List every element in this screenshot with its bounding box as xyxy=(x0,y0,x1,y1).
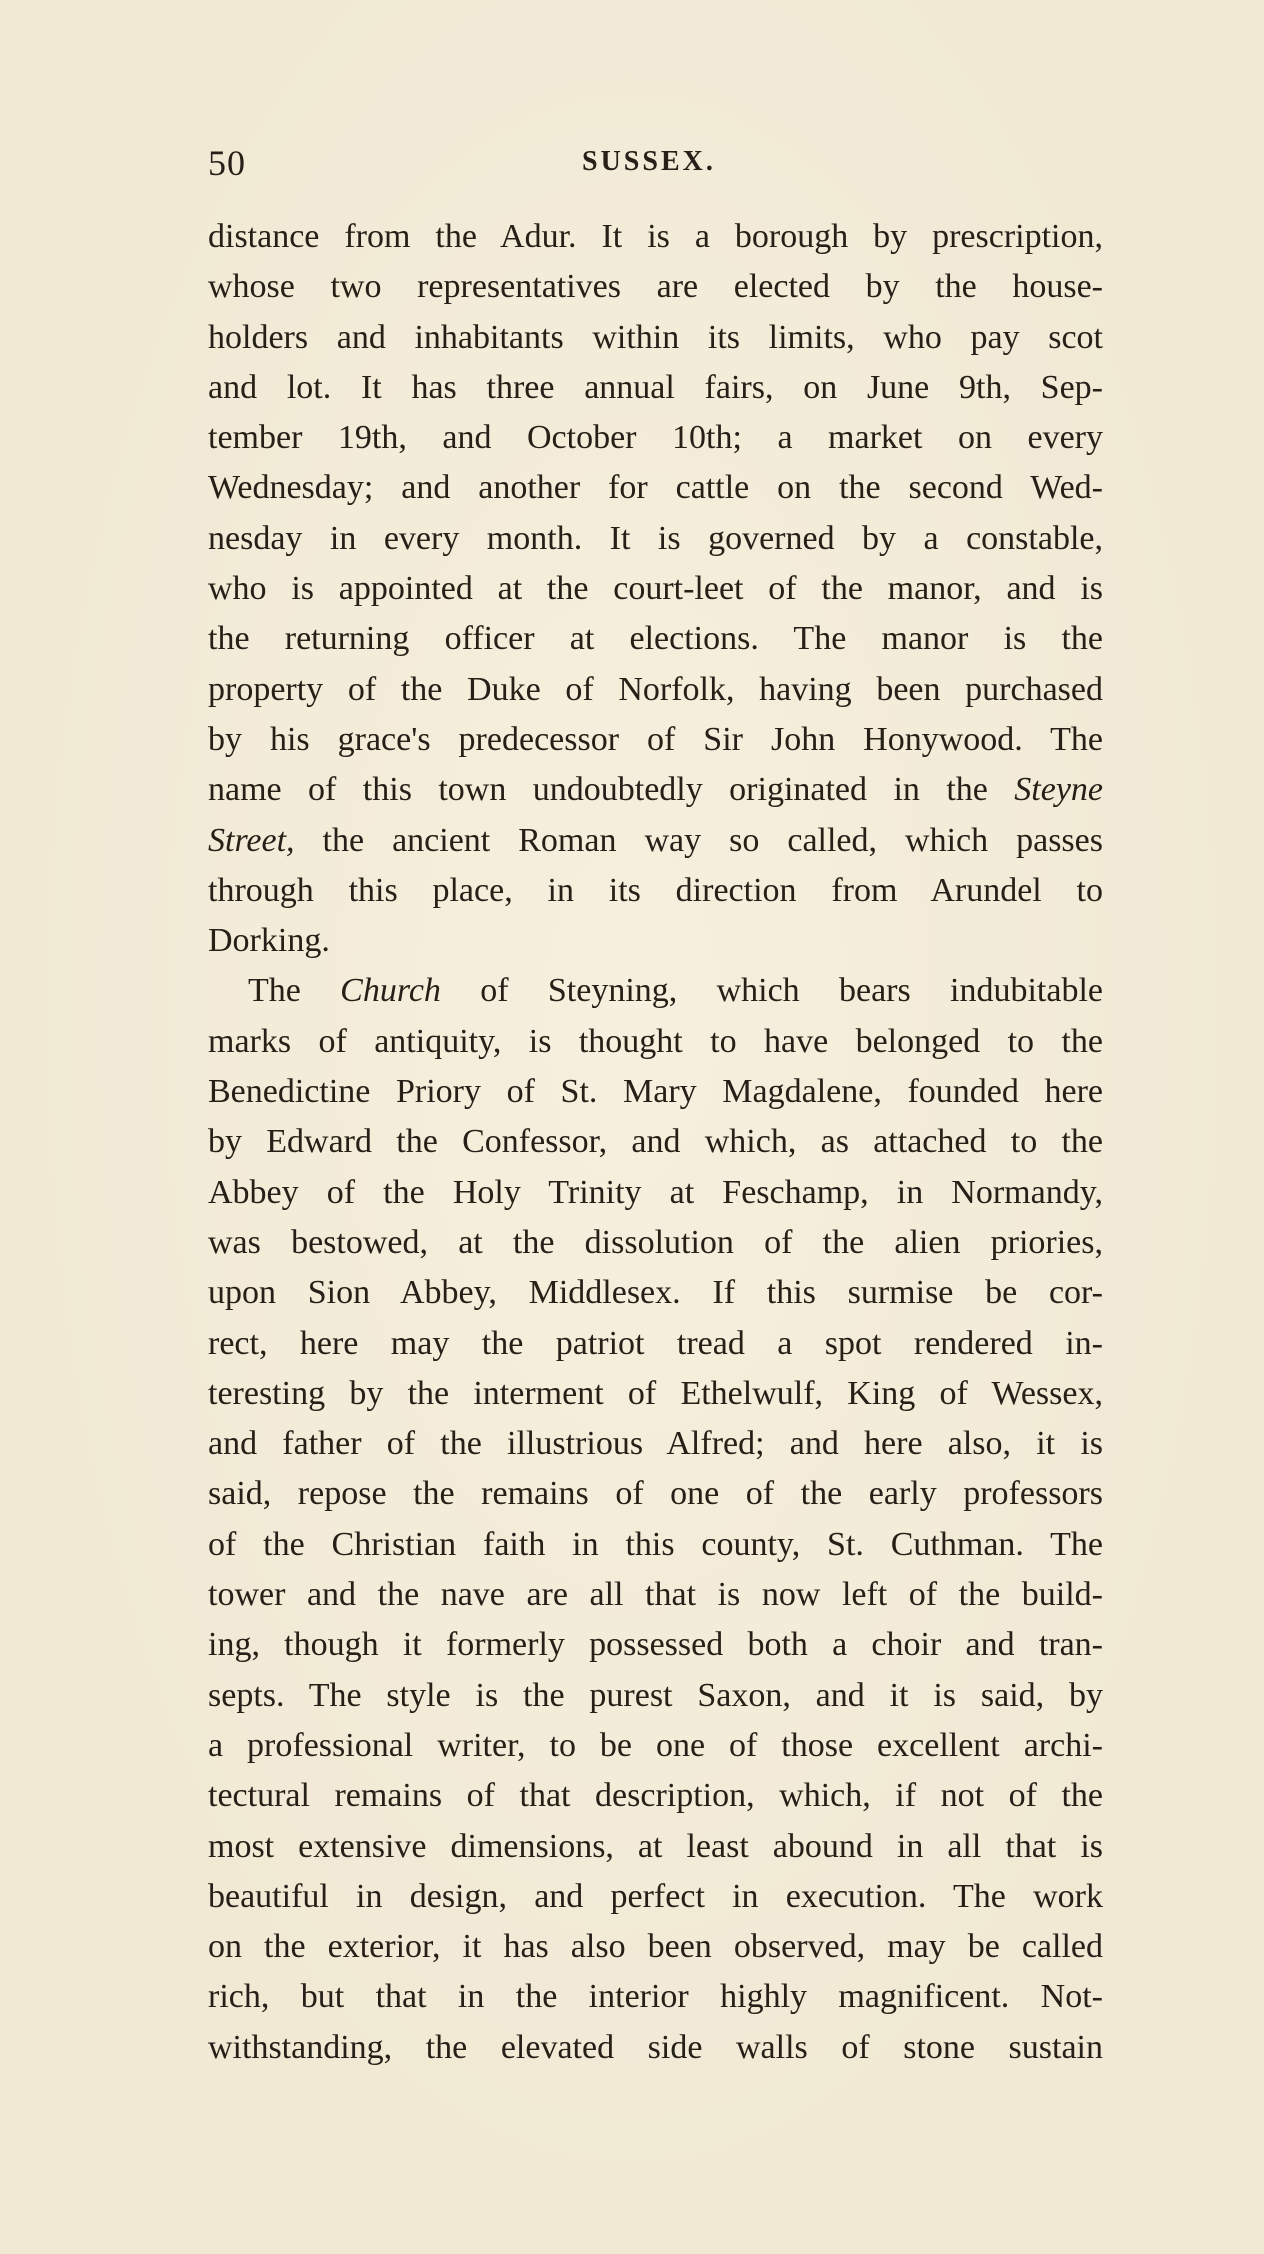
text-line: distance from the Adur. It is a borough by prescription, xyxy=(208,218,1103,255)
text-line: rect, here may the patriot tread a spot rendered in- xyxy=(208,1324,1103,1362)
text-line: by his grace's predecessor of Sir John Honywood. The xyxy=(208,720,1103,758)
text-line: a professional writer, to be one of those excellent archi- xyxy=(208,1726,1103,1764)
running-head: SUSSEX. xyxy=(582,146,716,177)
text-line: the returning officer at elections. The manor is the xyxy=(208,620,1103,658)
text-line: upon Sion Abbey, Middlesex. If this surmise be cor- xyxy=(208,1274,1103,1312)
text-line: tember 19th, and October 10th; a market on every xyxy=(208,419,1103,457)
text-line: who is appointed at the court-leet of the manor, and is xyxy=(208,570,1103,608)
text-line-paragraph-start: The Church of Steyning, which bears indubitable xyxy=(248,972,1103,1010)
italic-term: Church xyxy=(340,972,441,1010)
italic-term: Steyne xyxy=(1014,771,1103,809)
text-line: said, repose the remains of one of the early professors xyxy=(208,1475,1103,1513)
italic-term: Street, xyxy=(208,821,295,859)
text-line: Street, the ancient Roman way so called, which passes xyxy=(208,821,1103,859)
text-line: withstanding, the elevated side walls of stone sustain xyxy=(208,2028,1103,2066)
body-text xyxy=(208,212,1103,2073)
text-line: name of this town undoubtedly originated in the Steyne xyxy=(208,771,1103,809)
text-line: Dorking. xyxy=(208,922,330,960)
text-line: Wednesday; and another for cattle on the second Wed- xyxy=(208,469,1103,507)
text-line: through this place, in its direction from Arundel to xyxy=(208,871,1103,909)
text-line: property of the Duke of Norfolk, having been purchased xyxy=(208,670,1103,708)
text-line: ing, though it formerly possessed both a choir and tran- xyxy=(208,1626,1103,1664)
text-line: beautiful in design, and perfect in execution. The work xyxy=(208,1877,1103,1915)
text-line: and father of the illustrious Alfred; and here also, it is xyxy=(208,1425,1103,1463)
text-line: nesday in every month. It is governed by a constable, xyxy=(208,519,1103,557)
page-header xyxy=(208,142,1108,186)
text-line: septs. The style is the purest Saxon, and it is said, by xyxy=(208,1676,1103,1714)
text-line: Benedictine Priory of St. Mary Magdalene, founded here xyxy=(208,1073,1103,1111)
text-line: most extensive dimensions, at least abound in all that is xyxy=(208,1827,1103,1865)
text-line: teresting by the interment of Ethelwulf, King of Wessex, xyxy=(208,1374,1103,1412)
text-line: by Edward the Confessor, and which, as attached to the xyxy=(208,1123,1103,1161)
text-line: and lot. It has three annual fairs, on June 9th, Sep- xyxy=(208,368,1103,406)
text-line: of the Christian faith in this county, St. Cuthman. The xyxy=(208,1525,1103,1563)
text-line: whose two representatives are elected by the house- xyxy=(208,268,1103,306)
text-line: marks of antiquity, is thought to have belonged to the xyxy=(208,1022,1103,1060)
text-line: holders and inhabitants within its limits, who pay scot xyxy=(208,318,1103,356)
text-line: rich, but that in the interior highly magnificent. Not- xyxy=(208,1978,1103,2016)
text-line: Abbey of the Holy Trinity at Feschamp, in Normandy, xyxy=(208,1173,1103,1211)
text-line: tower and the nave are all that is now left of the build- xyxy=(208,1576,1103,1614)
text-line: was bestowed, at the dissolution of the alien priories, xyxy=(208,1223,1103,1261)
page-number: 50 xyxy=(208,143,246,183)
text-line: tectural remains of that description, which, if not of the xyxy=(208,1777,1103,1815)
text-line: on the exterior, it has also been observed, may be called xyxy=(208,1928,1103,1966)
